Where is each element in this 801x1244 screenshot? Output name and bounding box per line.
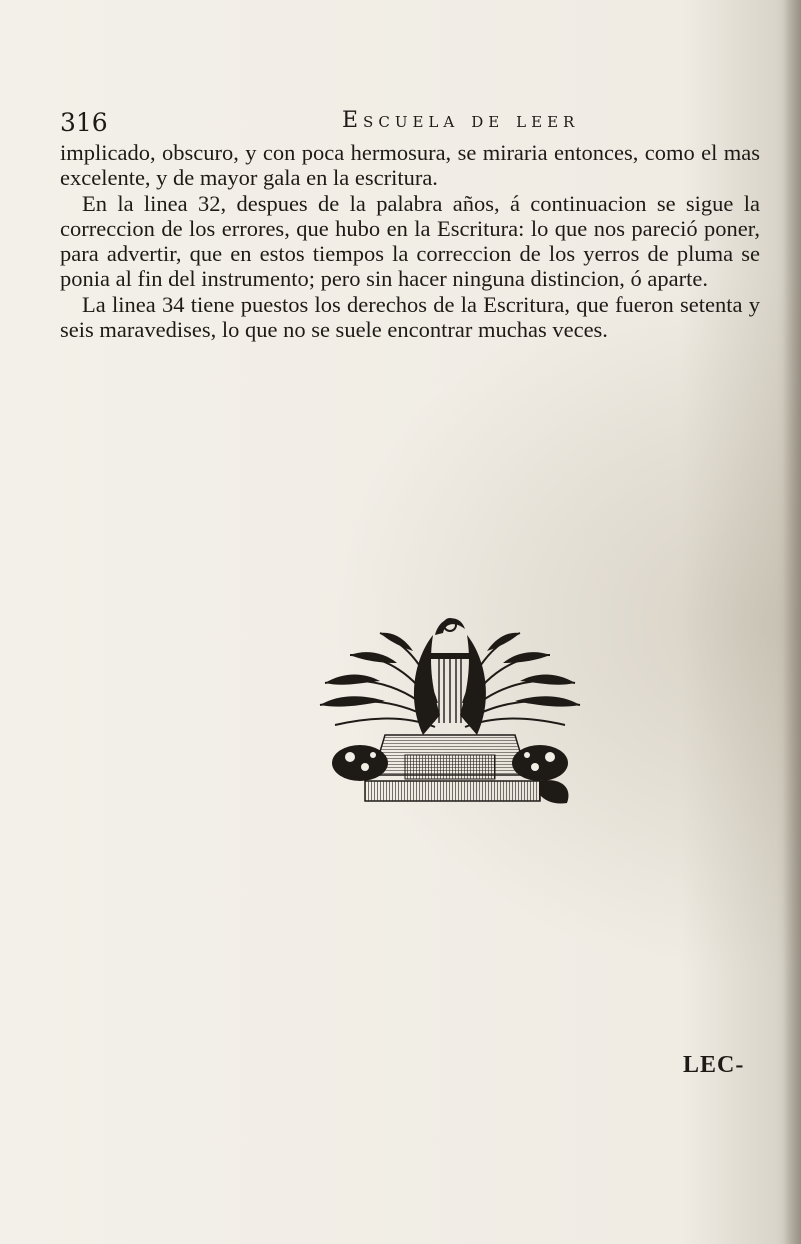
page-number: 316	[60, 108, 108, 137]
lyre-with-foliage-ornament-icon	[305, 605, 595, 820]
page-header	[0, 108, 801, 138]
body-text	[60, 140, 760, 342]
paragraph-continuation: implicado, obscuro, y con poca hermosura, se miraria entonces, como el mas excelente, y de mayor gala en la escritura.	[60, 140, 760, 191]
paragraph-line-34: La linea 34 tiene puestos los derechos de la Escritura, que fueron setenta y seis maravedises, lo que no se suele encontrar muchas veces.	[60, 291, 760, 343]
catchword: LEC-	[683, 1052, 745, 1078]
running-head: Escuela de leer	[342, 108, 580, 133]
paragraph-line-32: En la linea 32, despues de la palabra años, á continuacion se sigue la correccion de los errores, que hubo en la Escritura: lo que nos pareció poner, para advertir, que en estos tiempos la correccion de los yerros de pluma se ponia al fin del instrumento; pero sin hacer ninguna distincion, ó aparte.	[60, 190, 760, 292]
page-edge-shadow	[783, 0, 801, 1244]
